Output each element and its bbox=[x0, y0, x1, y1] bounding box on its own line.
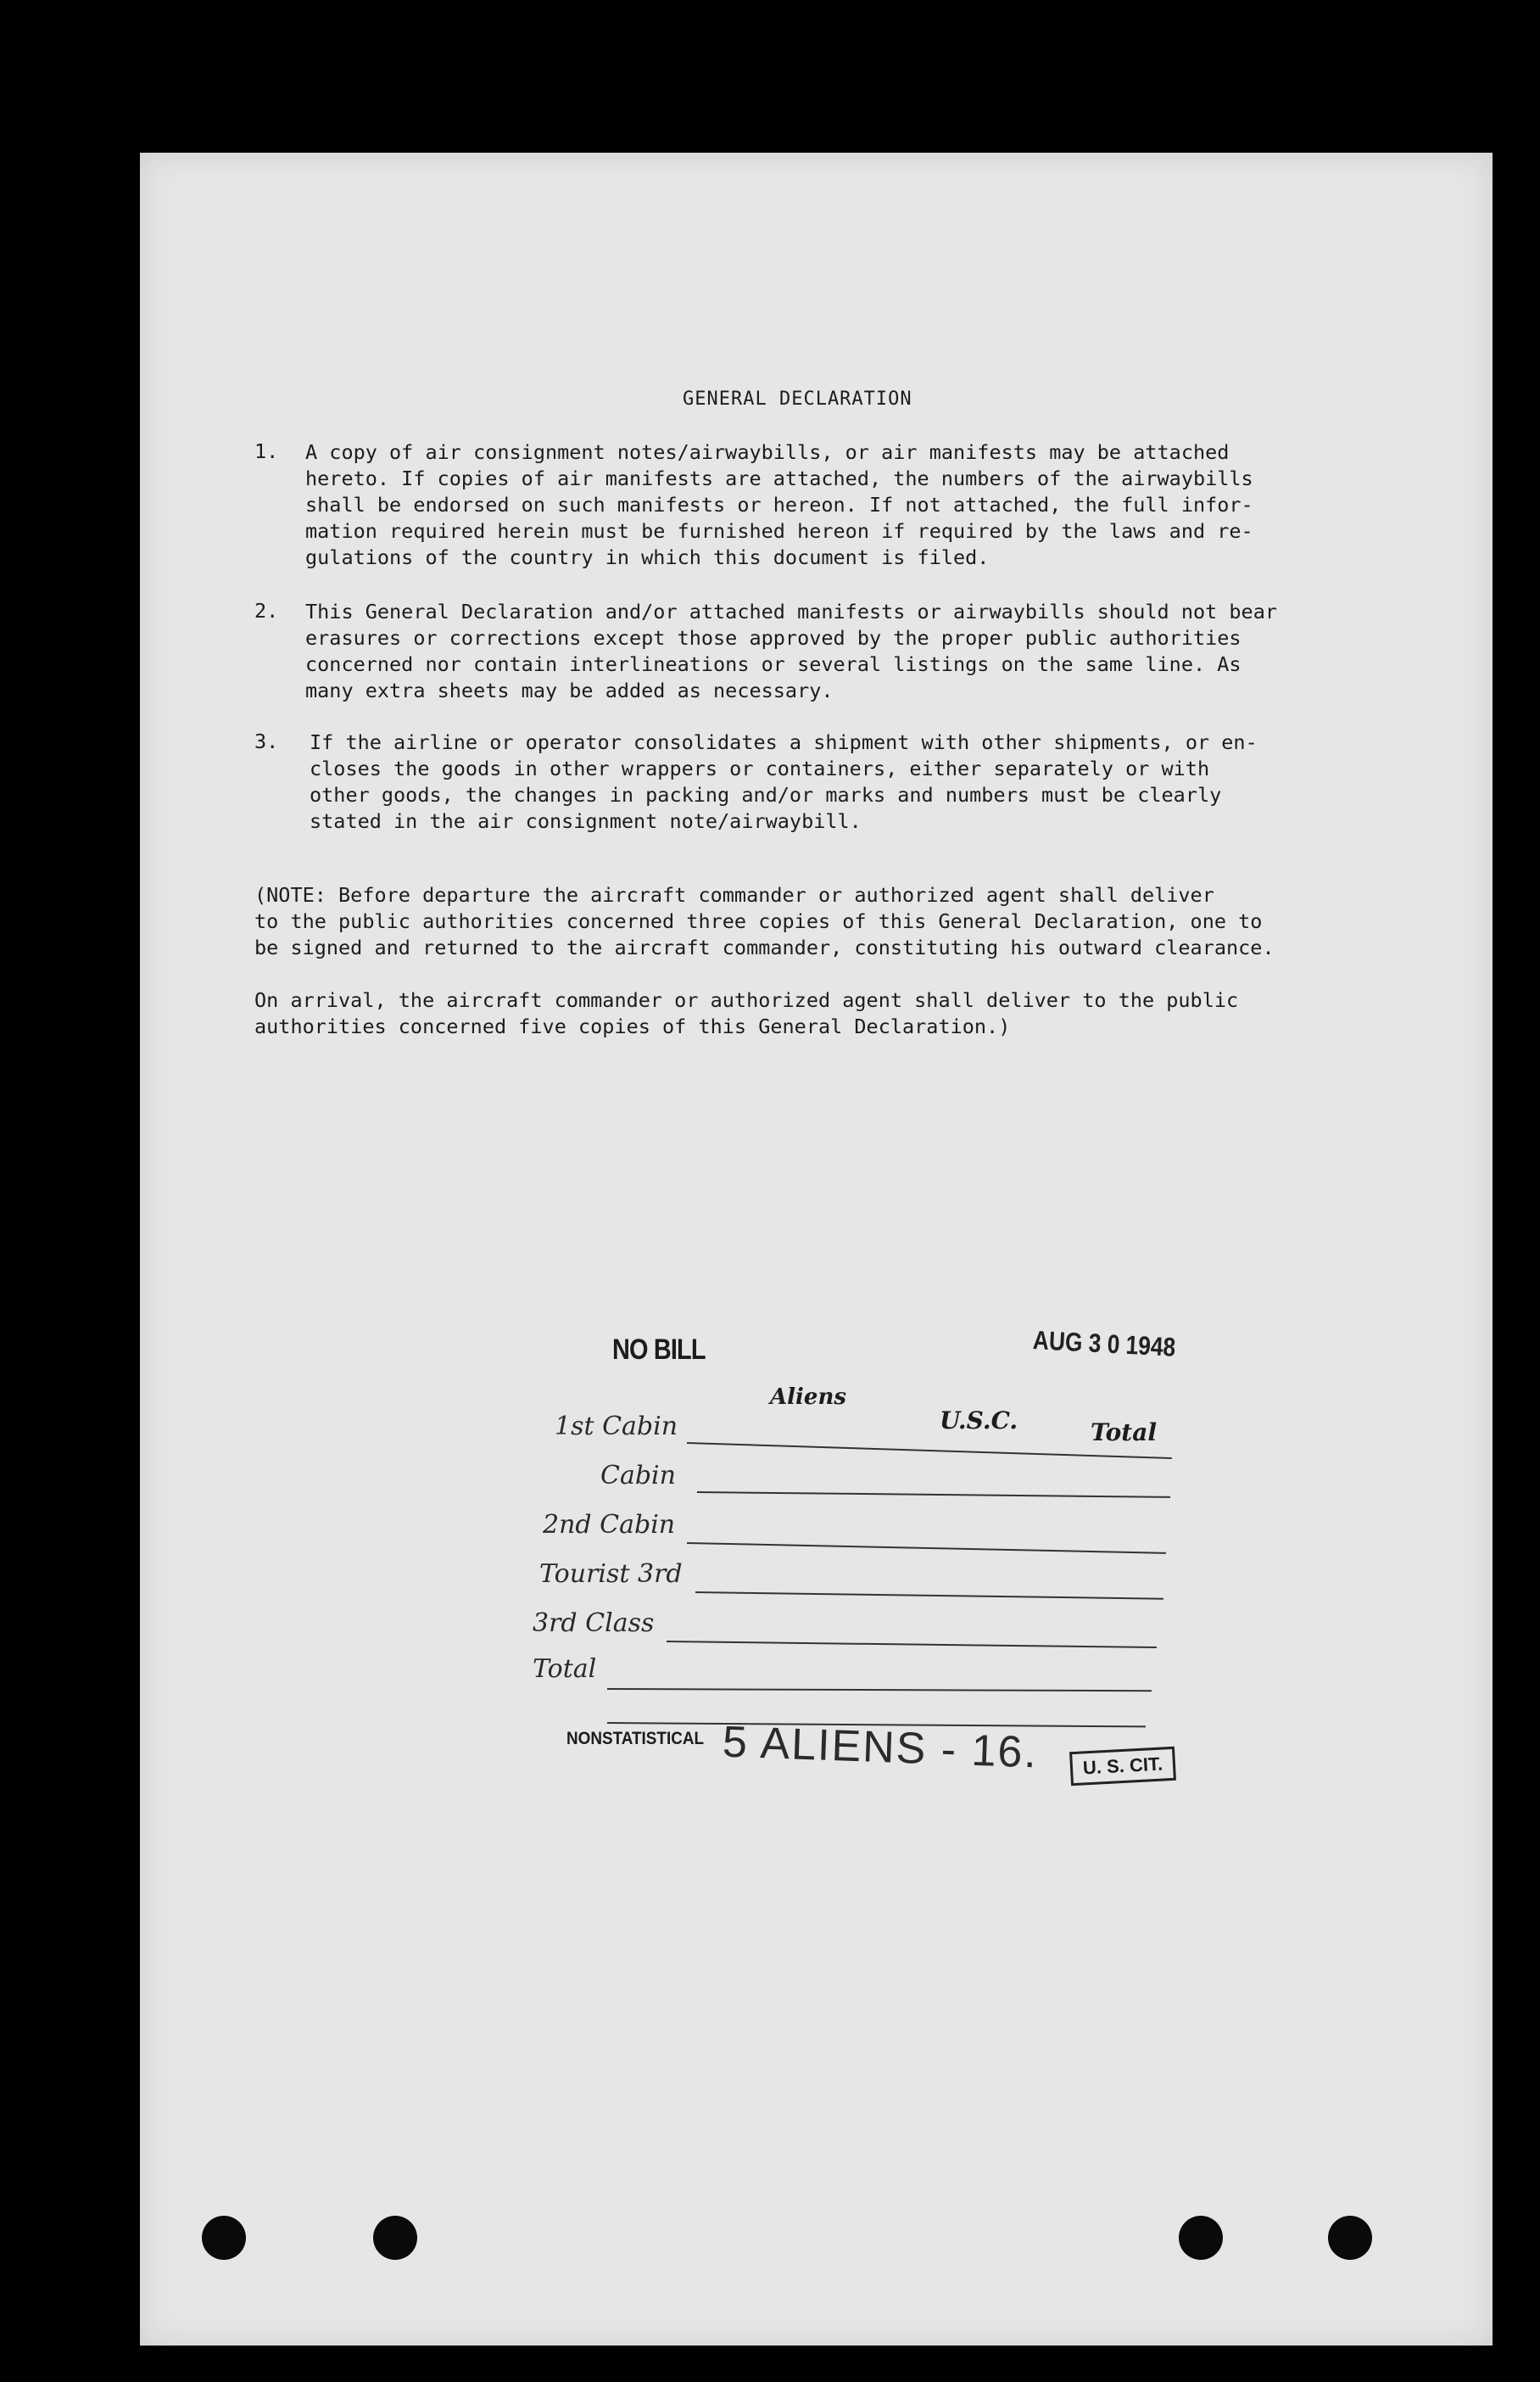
row-label-3rd-class: 3rd Class bbox=[533, 1608, 655, 1638]
arrival-line: authorities concerned five copies of this General Declaration.) bbox=[254, 1015, 1011, 1038]
item-line: erasures or corrections except those approved by the proper public authorities bbox=[305, 626, 1241, 650]
row-label-total: Total bbox=[533, 1654, 597, 1684]
item-line: other goods, the changes in packing and/or marks and numbers must be clearly bbox=[310, 783, 1222, 807]
item-line: gulations of the country in which this document is filed. bbox=[305, 545, 990, 569]
column-header-usc: U.S.C. bbox=[940, 1406, 1018, 1434]
row-label-cabin: Cabin bbox=[600, 1461, 676, 1490]
punch-hole bbox=[202, 2216, 246, 2260]
item-number: 3. bbox=[254, 730, 279, 753]
arrival-line: On arrival, the aircraft commander or authorized agent shall deliver to the public bbox=[254, 988, 1239, 1012]
item-line: If the airline or operator consolidates a shipment with other shipments, or en- bbox=[310, 730, 1258, 754]
row-label-tourist-3rd: Tourist 3rd bbox=[539, 1559, 683, 1589]
no-bill-stamp: NO BILL bbox=[612, 1334, 706, 1366]
punch-hole bbox=[373, 2216, 417, 2260]
note-line: to the public authorities concerned three copies of this General Declaration, one to bbox=[254, 909, 1263, 933]
item-line: closes the goods in other wrappers or containers, either separately or with bbox=[310, 757, 1210, 780]
nonstatistical-stamp: NONSTATISTICAL bbox=[566, 1729, 705, 1748]
item-line: A copy of air consignment notes/airwaybills, or air manifests may be attached bbox=[305, 440, 1230, 464]
row-label-1st-cabin: 1st Cabin bbox=[555, 1412, 678, 1441]
item-line: mation required herein must be furnished hereon if required by the laws and re- bbox=[305, 519, 1253, 543]
page-title: GENERAL DECLARATION bbox=[683, 389, 912, 410]
punch-hole bbox=[1328, 2216, 1372, 2260]
punch-hole bbox=[1179, 2216, 1223, 2260]
item-line: hereto. If copies of air manifests are attached, the numbers of the airwaybills bbox=[305, 467, 1253, 490]
item-line: concerned nor contain interlineations or several listings on the same line. As bbox=[305, 652, 1241, 676]
item-number: 2. bbox=[254, 599, 279, 623]
column-header-total: Total bbox=[1091, 1418, 1158, 1446]
row-label-2nd-cabin: 2nd Cabin bbox=[543, 1510, 676, 1540]
item-line: stated in the air consignment note/airwaybill. bbox=[310, 809, 862, 833]
item-number: 1. bbox=[254, 439, 279, 463]
item-line: This General Declaration and/or attached manifests or airwaybills should not bear bbox=[305, 600, 1278, 623]
us-cit-stamp: U. S. CIT. bbox=[1069, 1747, 1176, 1786]
note-line: (NOTE: Before departure the aircraft commander or authorized agent shall deliver bbox=[254, 883, 1214, 907]
column-header-aliens: Aliens bbox=[770, 1384, 847, 1410]
handwritten-annotation: 5 ALIENS - 16. bbox=[722, 1717, 1039, 1778]
date-stamp: AUG 3 0 1948 bbox=[1032, 1325, 1177, 1362]
note-line: be signed and returned to the aircraft commander, constituting his outward clearance. bbox=[254, 936, 1275, 959]
item-line: many extra sheets may be added as necessary. bbox=[305, 679, 834, 702]
item-line: shall be endorsed on such manifests or hereon. If not attached, the full infor- bbox=[305, 493, 1253, 517]
